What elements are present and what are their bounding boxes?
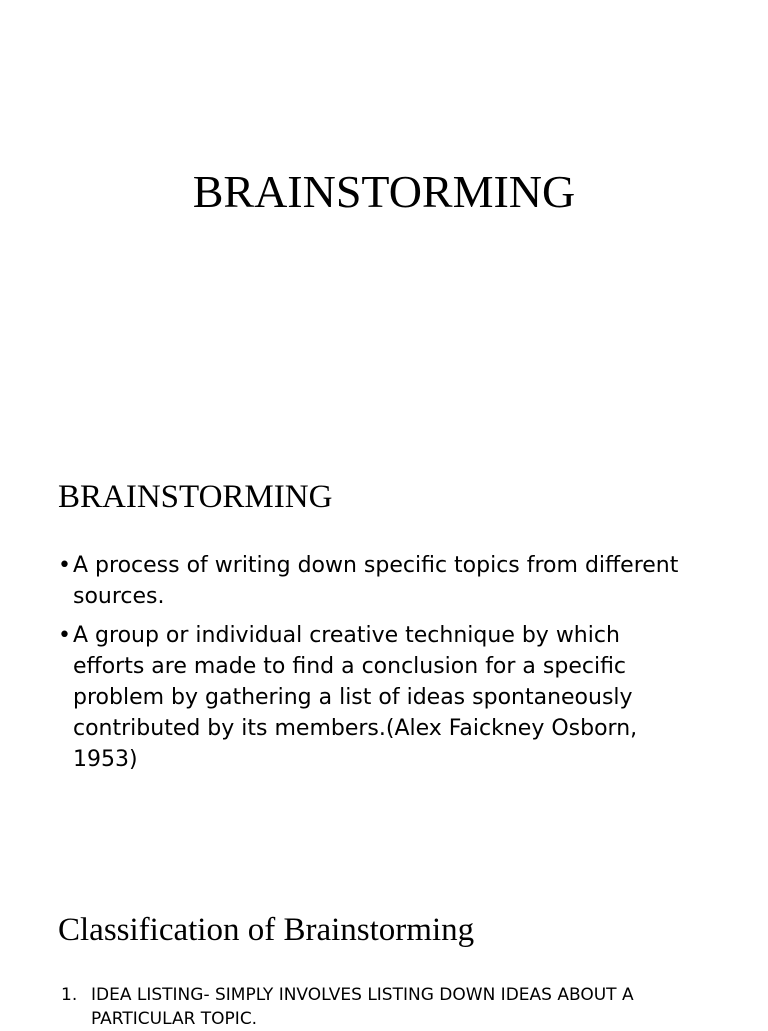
bullet-text: A process of writing down specific topics from different sources.	[73, 553, 679, 609]
slide-classification	[0, 880, 768, 1029]
bullet-item	[58, 620, 688, 775]
slide-title-text: BRAINSTORMING	[192, 166, 576, 217]
bullet-text: A group or individual creative technique by which efforts are made to find a conclusion for a specific problem by gathering a list of ideas spontaneously contributed by its members.(Alex Faickney Osborn, 1953)	[73, 623, 638, 772]
slide-definition	[0, 440, 768, 880]
list-text: IDEA LISTING- SIMPLY INVOLVES LISTING DOWN IDEAS ABOUT A PARTICULAR TOPIC.	[91, 985, 634, 1029]
bullet-icon: •	[58, 623, 71, 648]
bullet-list	[58, 550, 688, 783]
slide-title	[0, 0, 768, 440]
bullet-item	[58, 550, 688, 612]
bullet-icon: •	[58, 553, 71, 578]
slide-heading: Classification of Brainstorming	[58, 912, 475, 948]
list-number: 1.	[61, 985, 78, 1005]
slide-heading: BRAINSTORMING	[58, 479, 333, 515]
